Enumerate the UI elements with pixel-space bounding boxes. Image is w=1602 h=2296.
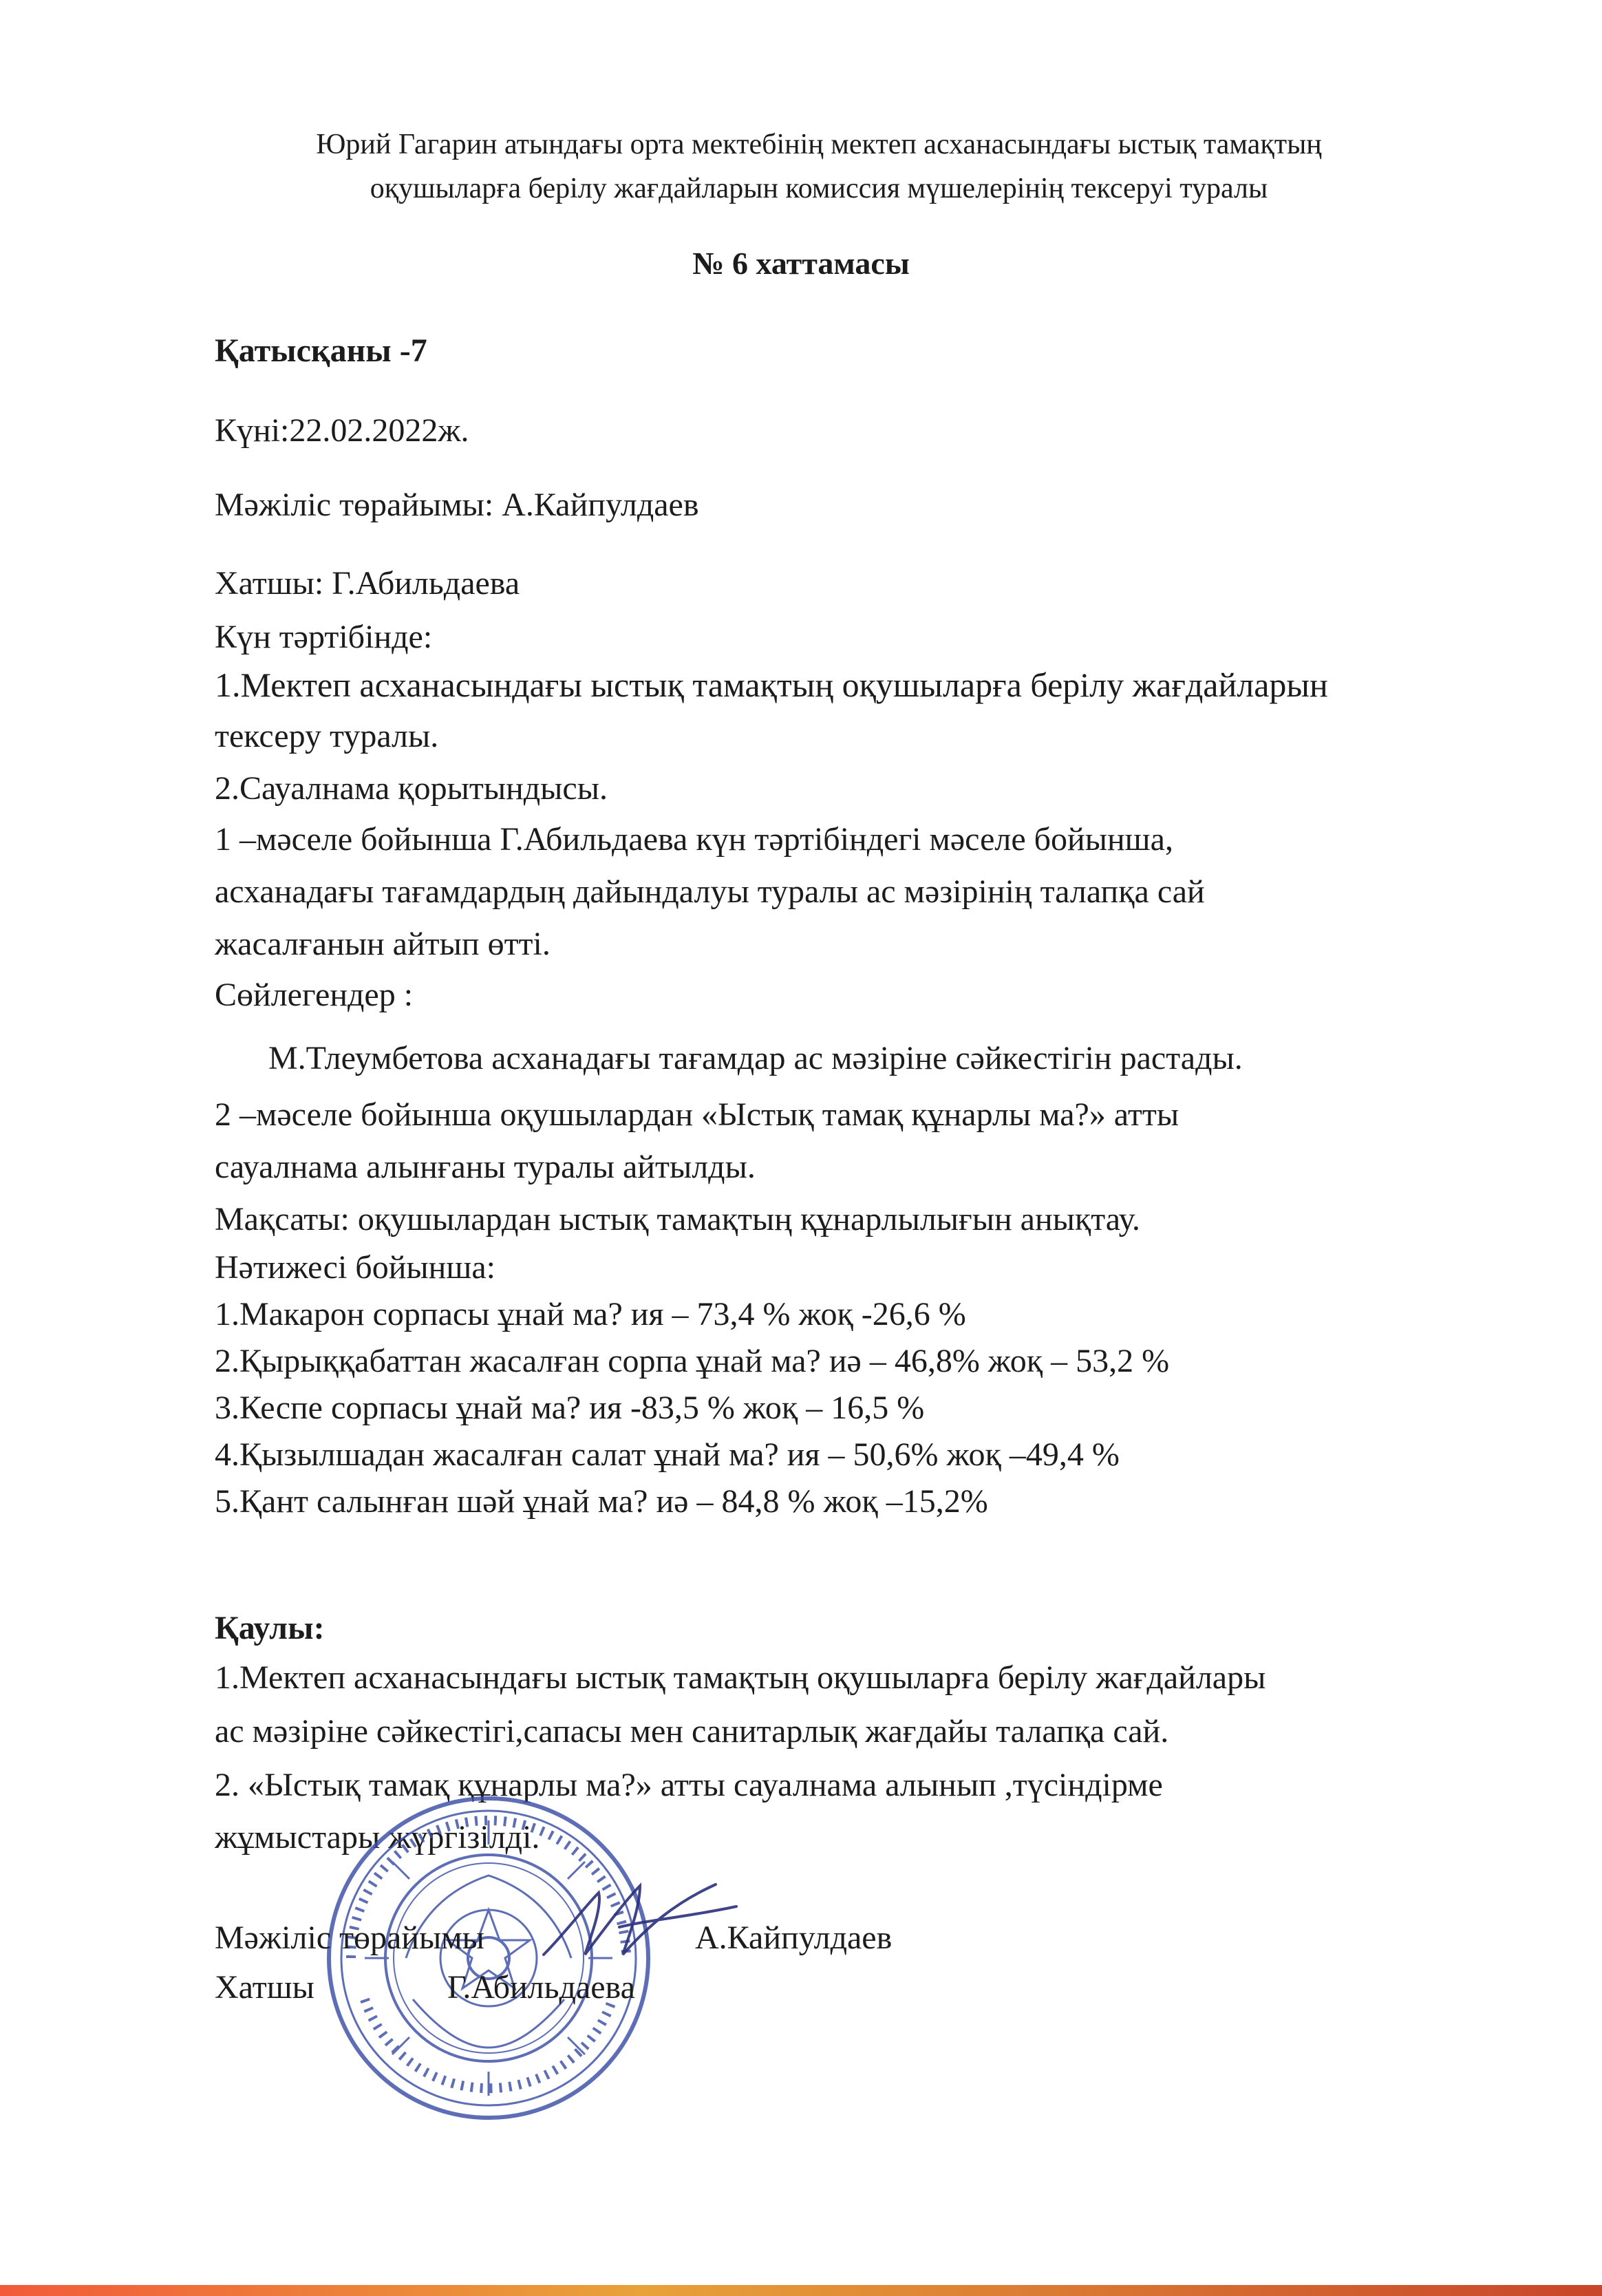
issue2-line: 2 –мәселе бойынша оқушылардан «Ыстық тамақ құнарлы ма?» атты — [215, 1096, 1179, 1133]
document-heading — [206, 123, 1431, 211]
result-item: 1.Макарон сорпасы ұнай ма? ия – 73,4 % жоқ -26,6 % — [215, 1296, 966, 1332]
sign-secretary-name: Г.Абильдаева — [447, 1969, 635, 2006]
issue1-line: асханадағы тағамдардың дайындалуы туралы ас мәзірінің талапқа сай — [215, 873, 1205, 910]
issue2-line: сауалнама алынғаны туралы айтылды. — [215, 1149, 756, 1185]
meeting-date: Күні:22.02.2022ж. — [215, 412, 469, 449]
decision-line: 1.Мектеп асханасындағы ыстық тамақтың оқушыларға берілу жағдайлары — [215, 1659, 1266, 1696]
survey-purpose: Мақсаты: оқушылардан ыстық тамақтың құнарлылығын анықтау. — [215, 1201, 1140, 1237]
meeting-secretary: Хатшы: Г.Абильдаева — [215, 565, 520, 602]
result-item: 3.Кеспе сорпасы ұнай ма? ия -83,5 % жоқ – 16,5 % — [215, 1390, 925, 1426]
sign-chair-label: Мәжіліс төрайымы — [215, 1920, 484, 1956]
result-item: 4.Қызылшадан жасалған салат ұнай ма? ия – 50,6% жоқ –49,4 % — [215, 1436, 1120, 1473]
protocol-number-title: № 6 хаттамасы — [692, 246, 910, 281]
decision-line: 2. «Ыстық тамақ құнарлы ма?» атты сауалнама алынып ,түсіндірме — [215, 1767, 1163, 1803]
speakers-title: Сөйлегендер : — [215, 977, 414, 1013]
sign-chair-name: А.Кайпулдаев — [695, 1920, 893, 1956]
agenda-title: Күн тәртібінде: — [215, 619, 433, 655]
results-title: Нәтижесі бойынша: — [215, 1249, 495, 1286]
attended-count: Қатысқаны -7 — [215, 332, 427, 369]
meeting-chair: Мәжіліс төрайымы: А.Кайпулдаев — [215, 487, 699, 523]
decision-line: жұмыстары жүргізілді. — [215, 1819, 540, 1856]
heading-line-1: Юрий Гагарин атындағы орта мектебінің мектеп асханасындағы ыстық тамақтың — [316, 129, 1322, 160]
result-item: 5.Қант салынған шәй ұнай ма? иә – 84,8 % жоқ –15,2% — [215, 1483, 988, 1520]
agenda-item-line: тексеру туралы. — [215, 718, 439, 754]
issue1-line: жасалғанын айтып өтті. — [215, 926, 551, 962]
agenda-item-line: 2.Сауалнама қорытындысы. — [215, 770, 608, 807]
speaker-statement: М.Тлеумбетова асханадағы тағамдар ас мәзіріне сәйкестігін растады. — [268, 1040, 1243, 1076]
heading-line-2: оқушыларға берілу жағдайларын комиссия мүшелерінің тексеруі туралы — [370, 173, 1268, 204]
decision-line: ас мәзіріне сәйкестігі,сапасы мен санитарлық жағдайы талапқа сай. — [215, 1713, 1169, 1750]
agenda-item-line: 1.Мектеп асханасындағы ыстық тамақтың оқушыларға берілу жағдайларын — [215, 666, 1328, 704]
issue1-line: 1 –мәселе бойынша Г.Абильдаева күн тәртібіндегі мәселе бойынша, — [215, 821, 1173, 858]
decision-title: Қаулы: — [215, 1610, 325, 1646]
scan-edge-strip — [0, 2285, 1602, 2296]
result-item: 2.Қырыққабаттан жасалған сорпа ұнай ма? иә – 46,8% жоқ – 53,2 % — [215, 1343, 1170, 1379]
sign-secretary-label: Хатшы — [215, 1969, 314, 2006]
